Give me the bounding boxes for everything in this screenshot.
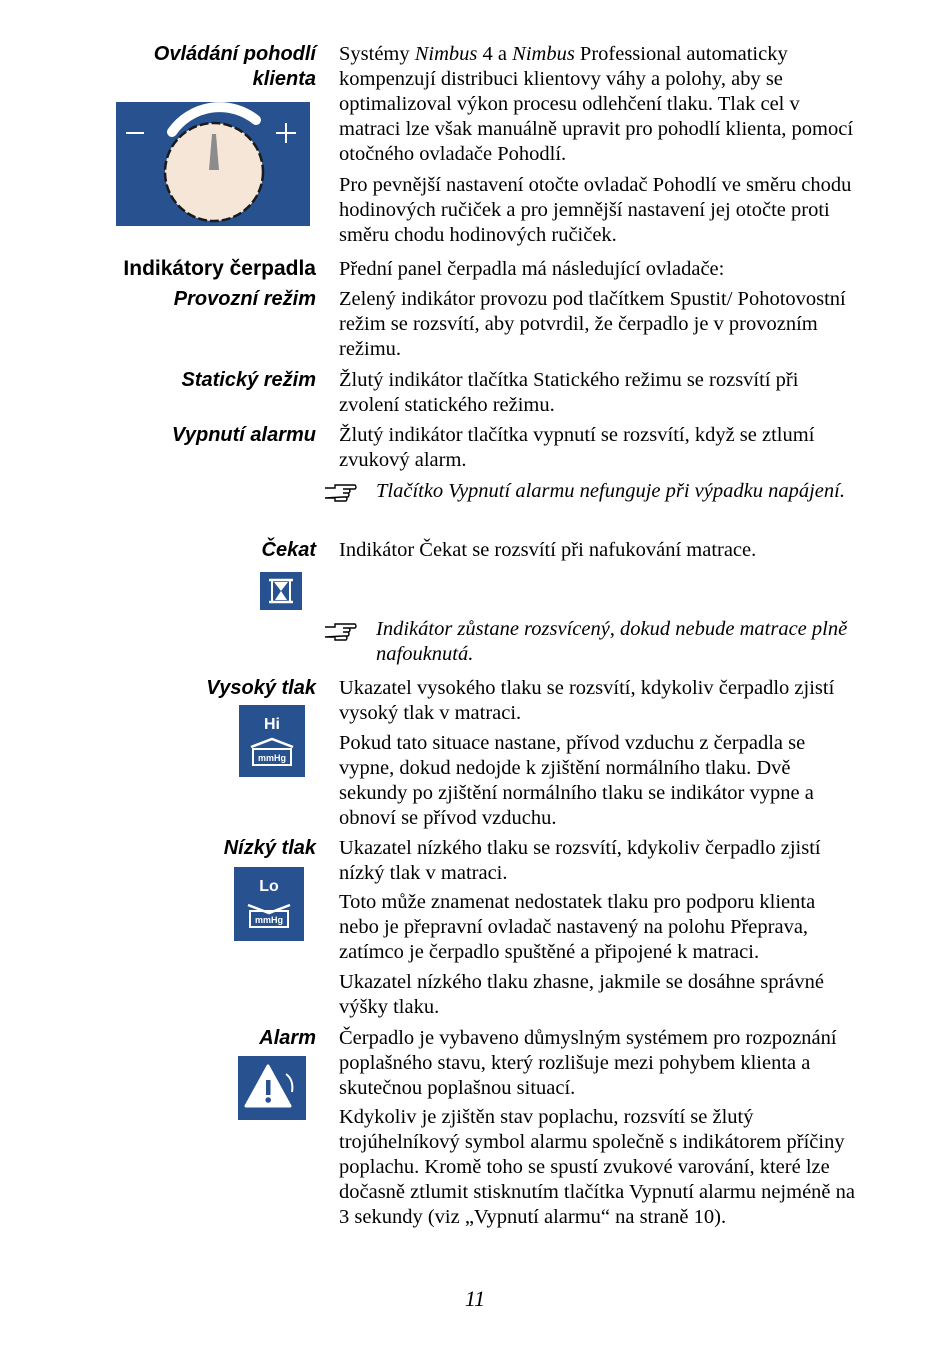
low-pressure-text-3: Ukazatel nízkého tlaku zhasne, jakmile se dosáhne správné výšky tlaku. [339,971,824,1018]
comfort-paragraph-1: Systémy Nimbus 4 a Nimbus Professional automaticky kompenzují distribuci klientovy váhy a polohy, aby se optimalizoval výkon procesu odlehčení tlaku. Tlak cel v matraci lze však manuálně upravit pro pohodlí klienta, pomocí otočného ovladače Pohodlí. [339,43,854,165]
alarm-mute-label: Vypnutí alarmu [171,424,316,446]
comfort-dial-icon [116,102,310,226]
hourglass-icon [260,572,302,610]
comfort-label: Ovládání pohodlí klienta [153,43,316,90]
low-pressure-text-2: Toto může znamenat nedostatek tlaku pro podporu klienta nebo je přepravní ovladač nastavený na polohu Přeprava, zatímco je čerpadlo spuštěné a připojené k matraci. [339,891,816,963]
high-pressure-text-2: Pokud tato situace nastane, přívod vzduchu z čerpadla se vypne, dokud nedojde k zjištění normálního tlaku. Dvě sekundy po zjištění normálního tlaku se indikátor vypne a obnoví se přívod vzduchu. [339,732,814,829]
comfort-paragraph-2: Pro pevnější nastavení otočte ovladač Pohodlí ve směru chodu hodinových ručiček a pro jemnější nastavení jej otočte proti směru chodu hodinových ručiček. [339,174,852,246]
wait-label: Čekat [261,539,316,561]
page-number: 11 [464,1286,486,1311]
run-mode-label: Provozní režim [173,288,316,310]
alarm-mute-text: Žlutý indikátor tlačítka vypnutí se rozsvítí, když se ztlumí zvukový alarm. [339,424,815,471]
pump-indicators-text: Přední panel čerpadla má následující ovladače: [339,258,725,280]
alarm-mute-note: Tlačítko Vypnutí alarmu nefunguje při výpadku napájení. [376,480,845,502]
wait-note: Indikátor zůstane rozsvícený, dokud nebude matrace plně nafouknutá. [376,618,848,665]
pointing-hand-icon [323,481,359,507]
wait-text: Indikátor Čekat se rozsvítí při nafukování matrace. [339,539,757,561]
high-pressure-icon-text: Hi [264,716,280,733]
high-pressure-label: Vysoký tlak [206,677,316,699]
high-pressure-text-1: Ukazatel vysokého tlaku se rozsvítí, kdykoliv čerpadlo zjistí vysoký tlak v matraci. [339,677,835,724]
alarm-label: Alarm [259,1027,316,1049]
static-mode-label: Statický režim [181,369,316,391]
alarm-text-2: Kdykoliv je zjištěn stav poplachu, rozsvítí se žlutý trojúhelníkový symbol alarmu společně s indikátorem příčiny poplachu. Kromě toho se spustí zvukové varování, které lze dočasně ztlumit stisknutím tlačítka Vypnutí alarmu nejméně na 3 sekundy (viz „Vypnutí alarmu“ na straně 10). [339,1106,855,1228]
pump-indicators-heading: Indikátory čerpadla [123,257,316,280]
low-pressure-label: Nízký tlak [223,837,316,859]
low-pressure-unit: mmHg [254,915,284,925]
low-pressure-icon [234,867,304,941]
high-pressure-icon [239,705,305,777]
static-mode-text: Žlutý indikátor tlačítka Statického režimu se rozsvítí při zvolení statického režimu. [339,369,799,416]
run-mode-text: Zelený indikátor provozu pod tlačítkem Spustit/ Pohotovostní režim se rozsvítí, aby potvrdil, že čerpadlo je v provozním režimu. [339,288,846,360]
pointing-hand-icon [323,620,359,646]
low-pressure-icon-text: Lo [259,878,279,895]
low-pressure-text-1: Ukazatel nízkého tlaku se rozsvítí, kdykoliv čerpadlo zjistí nízký tlak v matraci. [339,837,821,884]
alarm-triangle-icon [238,1056,306,1120]
alarm-text-1: Čerpadlo je vybaveno důmyslným systémem pro rozpoznání poplašného stavu, který rozlišuje mezi pohybem klienta a skutečnou poplašnou situací. [339,1027,837,1099]
high-pressure-unit: mmHg [257,753,287,763]
